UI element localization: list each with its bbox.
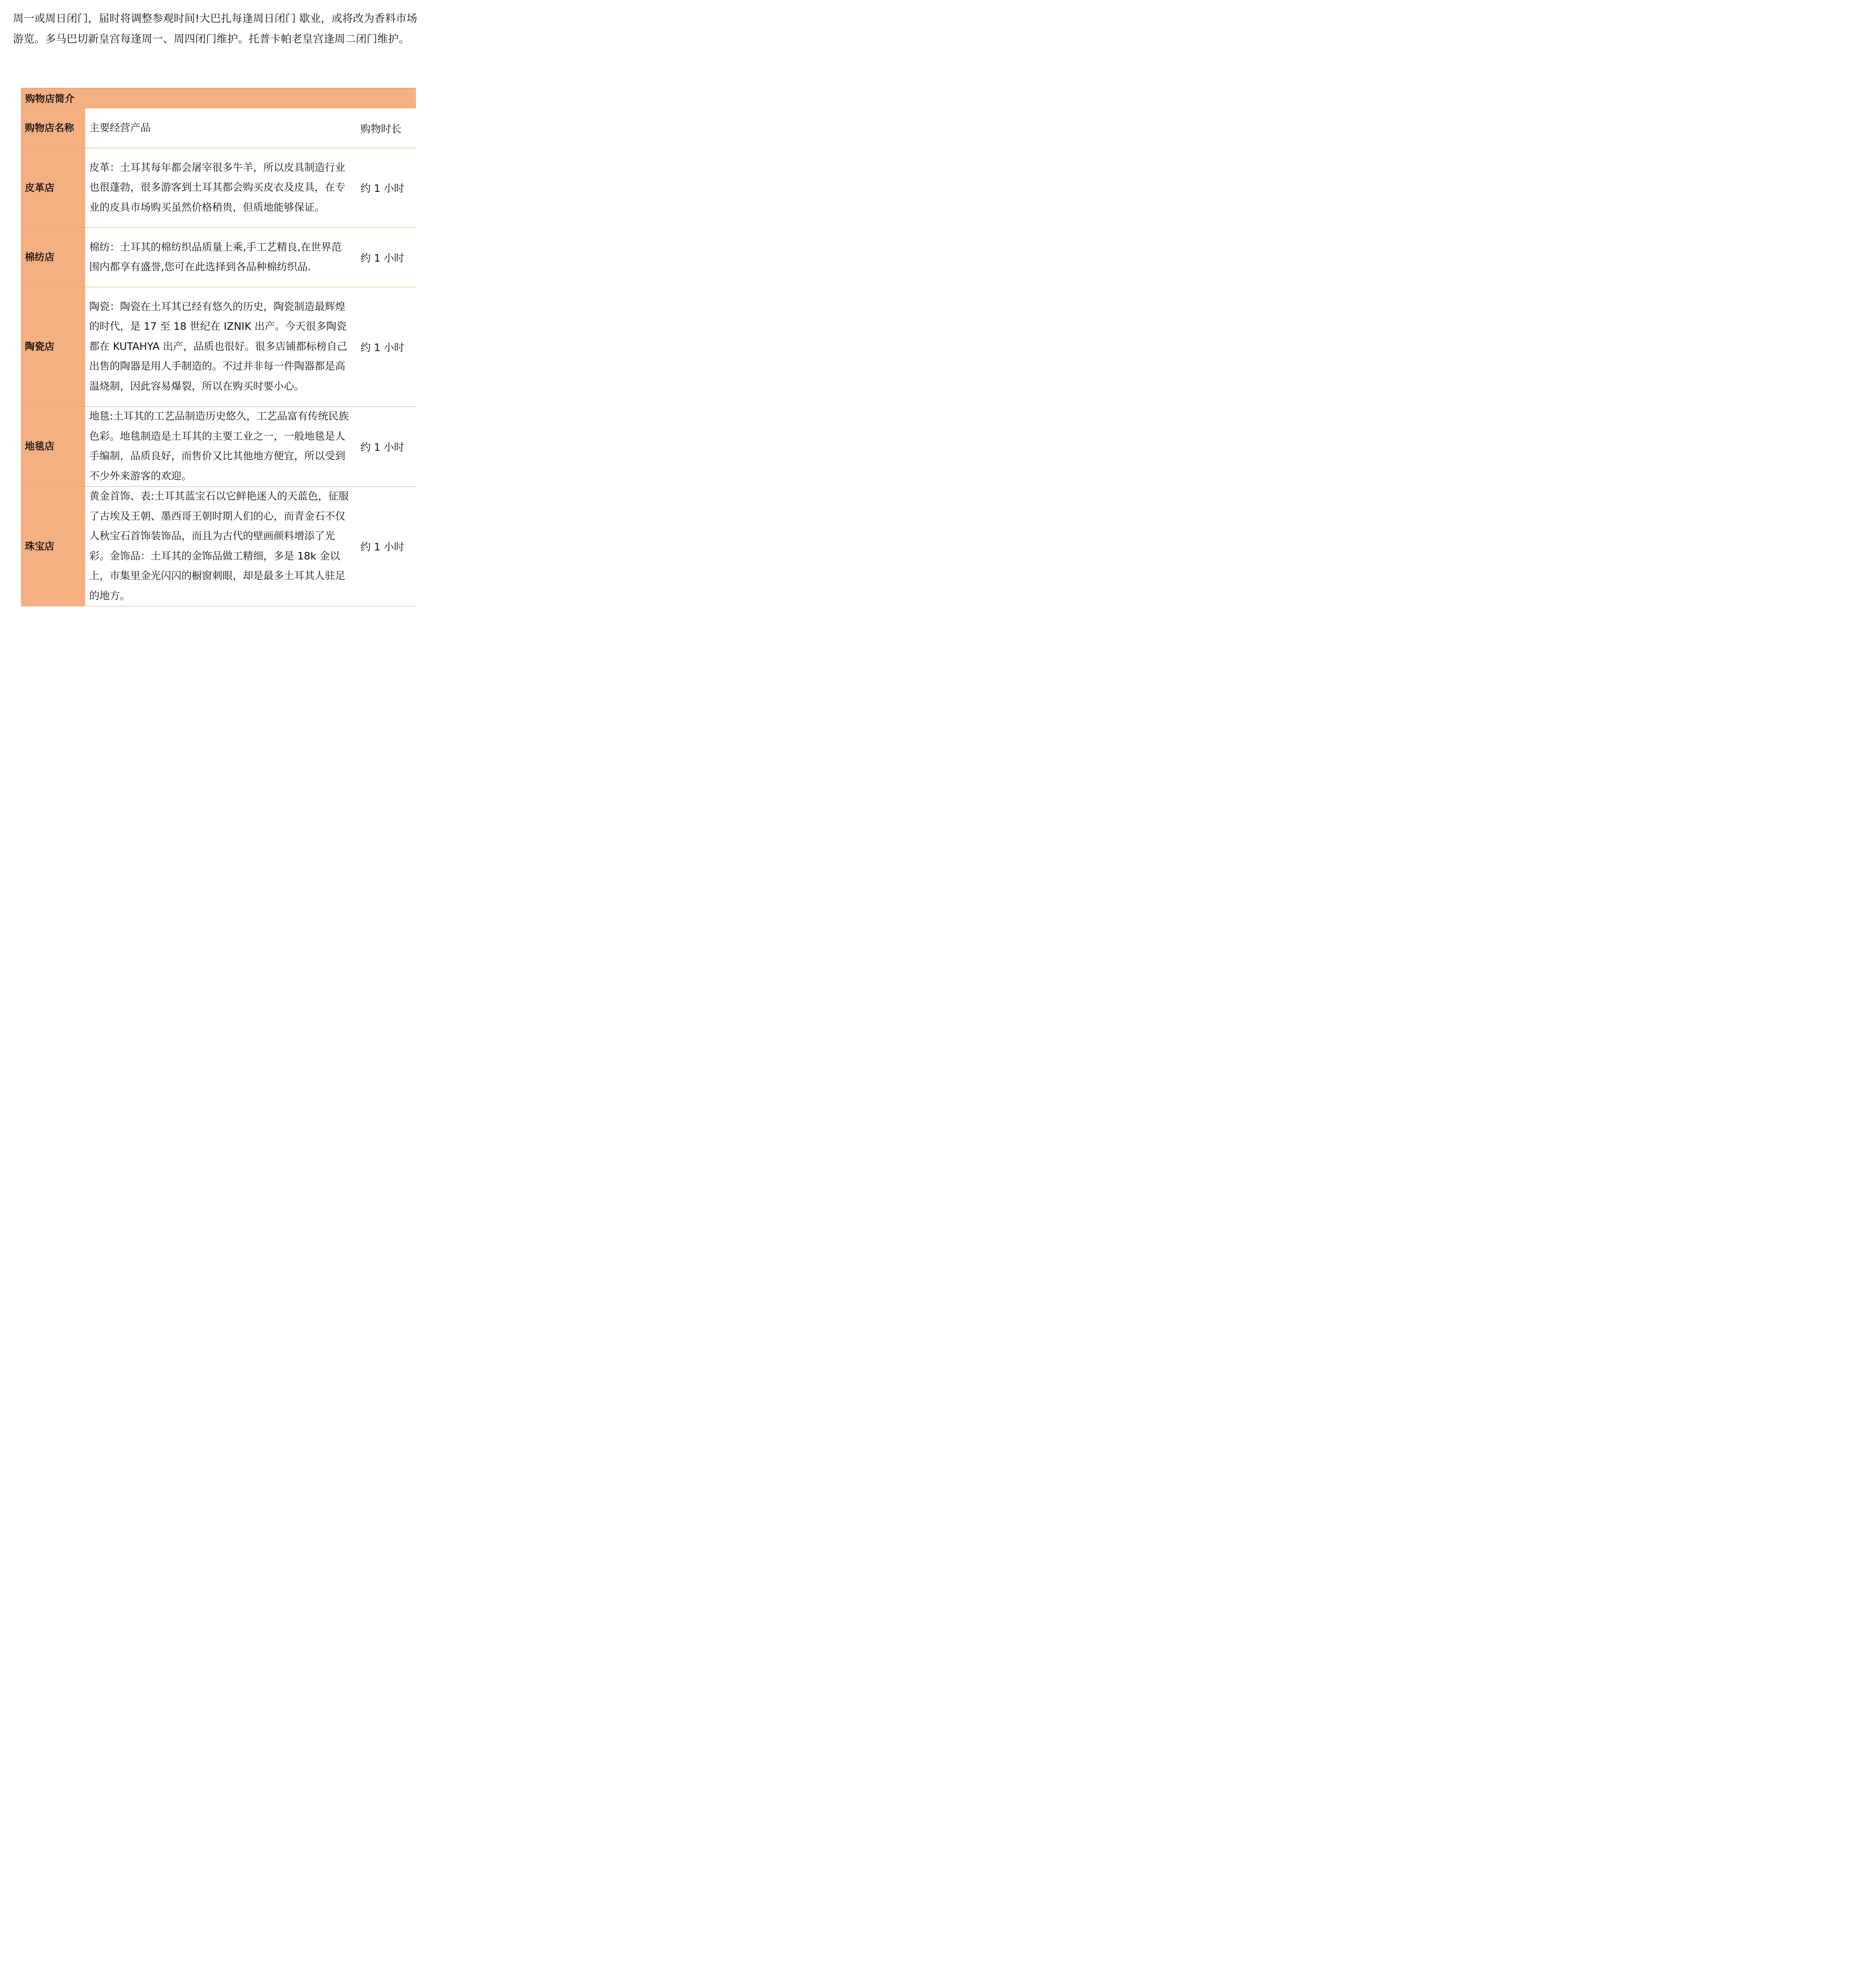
header-shop-name: 购物店名称 bbox=[21, 108, 85, 148]
table-row bbox=[21, 228, 416, 287]
table-row bbox=[21, 287, 416, 407]
table-row bbox=[21, 407, 416, 487]
table-row bbox=[21, 148, 416, 228]
shop-name: 珠宝店 bbox=[21, 487, 85, 606]
shopping-table bbox=[21, 88, 416, 606]
table-title: 购物店简介 bbox=[21, 88, 416, 108]
shop-products: 皮革：土耳其每年都会屠宰很多牛羊，所以皮具制造行业也很蓬勃，很多游客到土耳其都会购买皮衣及皮具，在专业的皮具市场购买虽然价格稍贵，但质地能够保证。 bbox=[85, 148, 355, 228]
shop-duration: 约 1 小时 bbox=[355, 287, 416, 407]
header-products: 主要经营产品 bbox=[85, 108, 355, 148]
shop-duration: 约 1 小时 bbox=[355, 487, 416, 606]
header-duration: 购物时长 bbox=[355, 108, 416, 148]
shop-products: 黄金首饰、表:土耳其蓝宝石以它鲜艳迷人的天蓝色，征服了古埃及王朝、墨西哥王朝时期人们的心，而青金石不仅人秋宝石首饰装饰品，而且为古代的壁画颜料增添了光彩。金饰品：土耳其的金饰品做工精细，多是 18k 金以上，市集里金光闪闪的橱窗刺眼，却是最多土耳其人驻足的地方。 bbox=[85, 487, 355, 606]
table-header-row bbox=[21, 108, 416, 148]
shop-duration: 约 1 小时 bbox=[355, 148, 416, 228]
shop-duration: 约 1 小时 bbox=[355, 228, 416, 287]
shop-products: 陶瓷：陶瓷在土耳其已经有悠久的历史，陶瓷制造最辉煌的时代，是 17 至 18 世纪在 IZNIK 出产。今天很多陶瓷都在 KUTAHYA 出产，品质也很好。很多店铺都标榜自己出售的陶器是用人手制造的。不过并非每一件陶器都是高温烧制，因此容易爆裂，所以在购买时要小心。 bbox=[85, 287, 355, 407]
shop-products: 地毯:土耳其的工艺品制造历史悠久，工艺品富有传统民族色彩。地毯制造是土耳其的主要工业之一，一般地毯是人手编制，品质良好，而售价又比其他地方便宜，所以受到不少外来游客的欢迎。 bbox=[85, 407, 355, 487]
shop-name: 地毯店 bbox=[21, 407, 85, 487]
shop-name: 皮革店 bbox=[21, 148, 85, 228]
shop-duration: 约 1 小时 bbox=[355, 407, 416, 487]
table-row bbox=[21, 487, 416, 606]
shop-name: 棉纺店 bbox=[21, 228, 85, 287]
shop-products: 棉纺：土耳其的棉纺织品质量上乘,手工艺精良,在世界范围内都享有盛誉,您可在此选择到各品种棉纺织品. bbox=[85, 228, 355, 287]
shop-name: 陶瓷店 bbox=[21, 287, 85, 407]
intro-paragraph: 周一或周日闭门，届时将调整参观时间!大巴扎每逢周日闭门 歇业，或将改为香料市场游览。多马巴切新皇宫每逢周一、周四闭门维护。托普卡帕老皇宫逢周二闭门维护。 bbox=[13, 13, 418, 45]
